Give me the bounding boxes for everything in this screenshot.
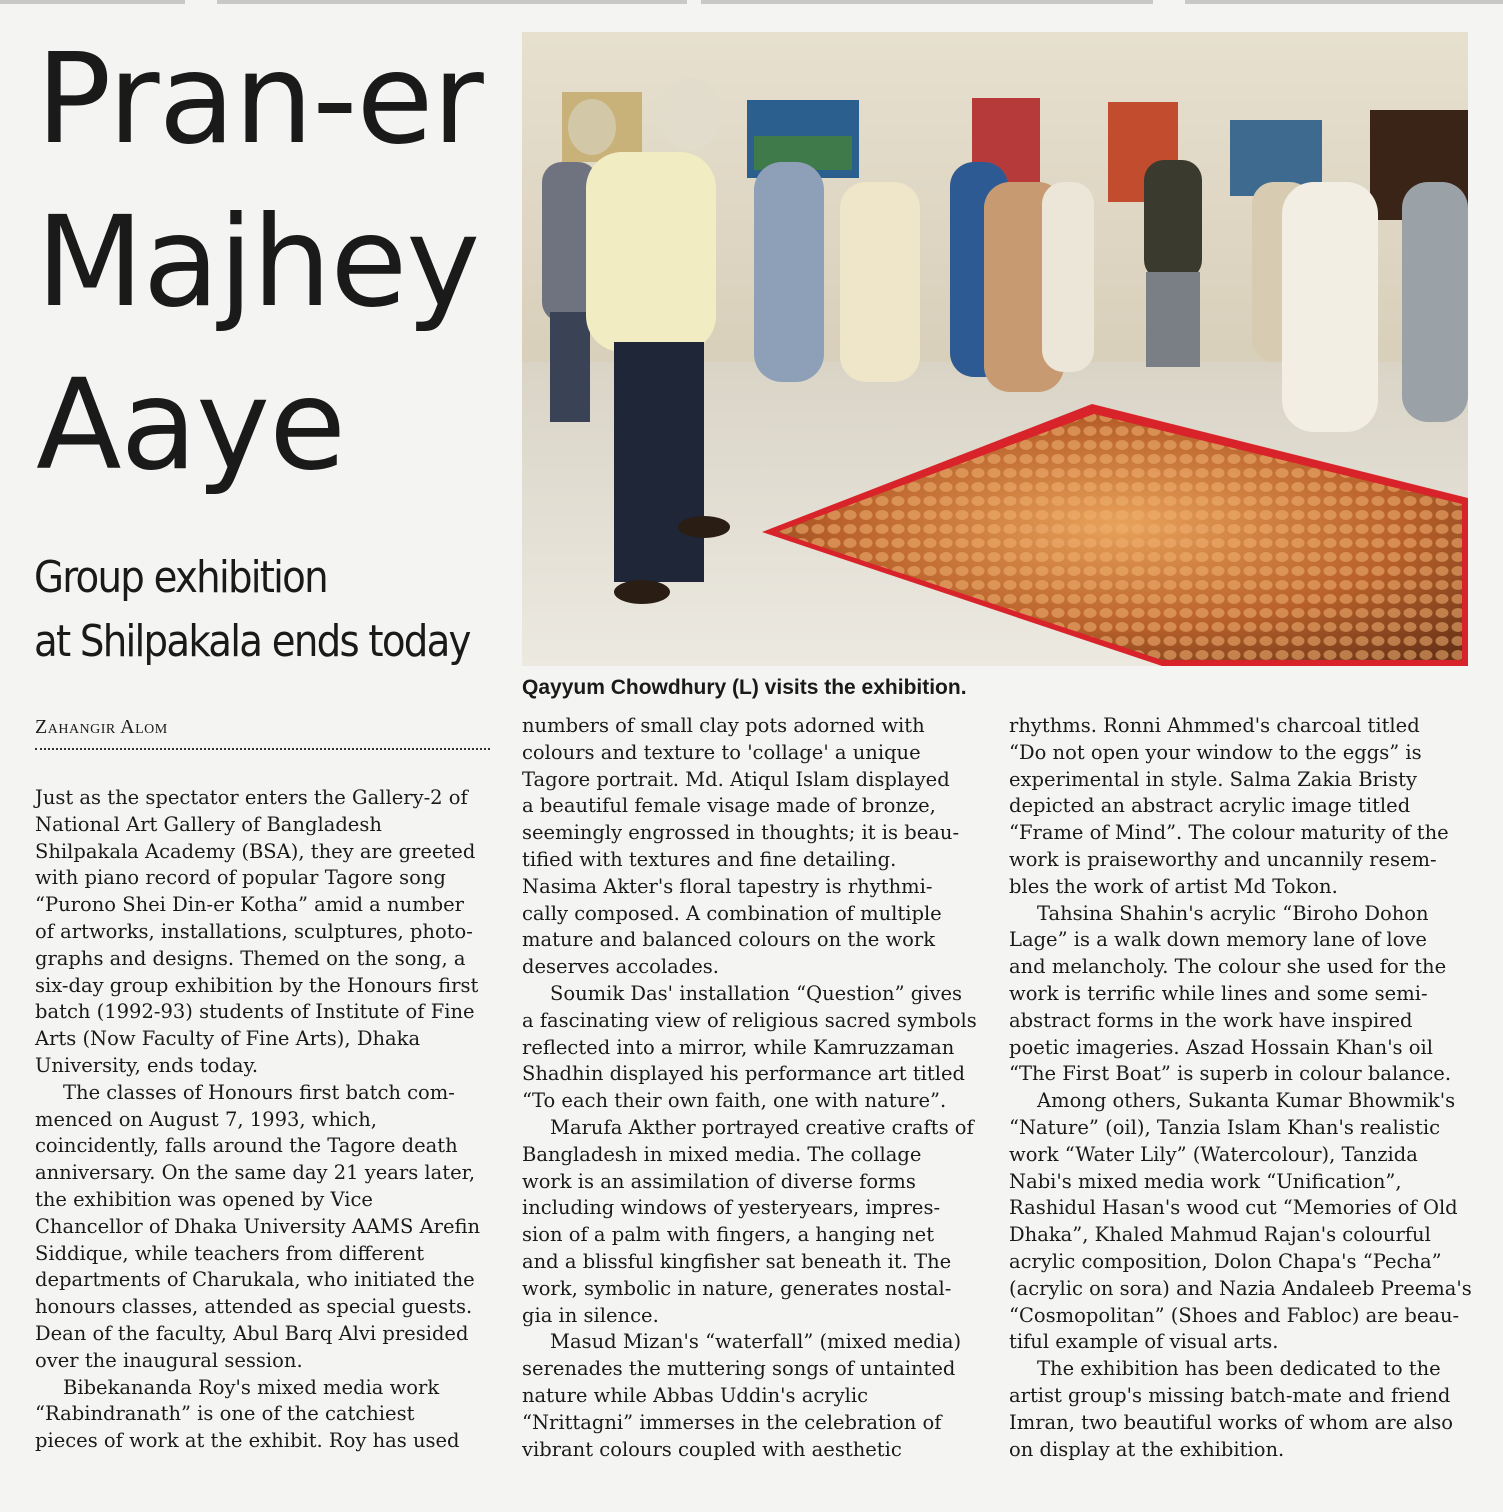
text-line: work, symbolic in nature, generates nostal- <box>522 1276 952 1300</box>
paragraph <box>1009 713 1484 901</box>
text-line: work is terrific while lines and some semi- <box>1009 981 1428 1005</box>
text-line: Lage” is a walk down memory lane of love <box>1009 928 1427 952</box>
paragraph <box>35 785 505 1080</box>
text-line: The classes of Honours first batch com- <box>63 1080 455 1104</box>
text-line: work is an assimilation of diverse forms <box>522 1169 916 1193</box>
paragraph <box>522 1329 992 1463</box>
text-line: sion of a palm with fingers, a hanging net <box>522 1223 935 1247</box>
text-line: coincidently, falls around the Tagore death <box>35 1134 458 1158</box>
text-line: “Rabindranath” is one of the catchiest <box>35 1402 415 1426</box>
text-line: a fascinating view of religious sacred symbols <box>522 1008 977 1032</box>
text-line: Shadhin displayed his performance art titled <box>522 1062 965 1086</box>
text-line: Dhaka”, Khaled Mahmud Rajan's colourful <box>1009 1223 1431 1247</box>
text-line: “Cosmopolitan” (Shoes and Fabloc) are beau- <box>1009 1303 1460 1327</box>
exhibition-photo <box>522 32 1468 666</box>
text-line: tiful example of visual arts. <box>1009 1330 1279 1354</box>
text-line: Bangladesh in mixed media. The collage <box>522 1142 922 1166</box>
text-line: “To each their own faith, one with nature”. <box>522 1089 947 1113</box>
top-rule-3 <box>701 0 1153 4</box>
dotted-divider <box>35 748 490 750</box>
text-line: Shilpakala Academy (BSA), they are greeted <box>35 839 476 863</box>
text-line: cally composed. A combination of multiple <box>522 901 942 925</box>
text-line: serenades the muttering songs of untainted <box>522 1357 956 1381</box>
text-line: reflected into a mirror, while Kamruzzaman <box>522 1035 955 1059</box>
text-line: menced on August 7, 1993, which, <box>35 1107 377 1131</box>
text-line: Soumik Das' installation “Question” gives <box>550 981 963 1005</box>
text-line: work is praiseworthy and uncannily resem- <box>1009 847 1437 871</box>
headline <box>36 18 506 507</box>
text-line: colours and texture to 'collage' a unique <box>522 740 921 764</box>
text-line: deserves accolades. <box>522 955 719 979</box>
subheadline-line: at Shilpakala ends today <box>34 616 470 667</box>
text-line: bles the work of artist Md Tokon. <box>1009 874 1338 898</box>
text-line: of artworks, installations, sculptures, photo- <box>35 919 473 943</box>
text-line: Bibekananda Roy's mixed media work <box>63 1375 440 1399</box>
paragraph <box>1009 1356 1484 1463</box>
text-line: and a blissful kingfisher sat beneath it. The <box>522 1249 952 1273</box>
text-line: Imran, two beautiful works of whom are also <box>1009 1410 1453 1434</box>
text-line: pieces of work at the exhibit. Roy has used <box>35 1429 460 1453</box>
text-line: over the inaugural session. <box>35 1348 303 1372</box>
photo-caption: Qayyum Chowdhury (L) visits the exhibition. <box>522 676 967 699</box>
text-line: on display at the exhibition. <box>1009 1437 1285 1461</box>
text-line: “Nature” (oil), Tanzia Islam Khan's realistic <box>1009 1115 1441 1139</box>
text-line: “Purono Shei Din-er Kotha” amid a number <box>35 893 464 917</box>
text-line: “The First Boat” is superb in colour balance. <box>1009 1062 1452 1086</box>
article-column-1 <box>35 785 505 1455</box>
headline-line: Pran-er <box>36 27 483 172</box>
text-line: numbers of small clay pots adorned with <box>522 714 925 737</box>
text-line: graphs and designs. Themed on the song, a <box>35 946 466 970</box>
text-line: acrylic composition, Dolon Chapa's “Pecha” <box>1009 1249 1442 1273</box>
text-line: six-day group exhibition by the Honours first <box>35 973 479 997</box>
text-line: artist group's missing batch-mate and friend <box>1009 1383 1451 1407</box>
byline: Zahangir Alom <box>35 716 168 738</box>
text-line: seemingly engrossed in thoughts; it is beau- <box>522 821 960 845</box>
text-line: and melancholy. The colour she used for the <box>1009 955 1447 979</box>
top-rule-1 <box>0 0 185 4</box>
text-line: vibrant colours coupled with aesthetic <box>522 1437 902 1461</box>
text-line: “Frame of Mind”. The colour maturity of the <box>1009 821 1449 845</box>
paragraph <box>522 981 992 1115</box>
text-line: batch (1992-93) students of Institute of Fine <box>35 1000 475 1024</box>
paragraph <box>522 1115 992 1329</box>
text-line: a beautiful female visage made of bronze, <box>522 794 936 818</box>
text-line: mature and balanced colours on the work <box>522 928 936 952</box>
text-line: Masud Mizan's “waterfall” (mixed media) <box>550 1330 962 1354</box>
text-line: the exhibition was opened by Vice <box>35 1187 373 1211</box>
text-line: Chancellor of Dhaka University AAMS Arefin <box>35 1214 481 1238</box>
text-line: (acrylic on sora) and Nazia Andaleeb Preema's <box>1009 1276 1472 1300</box>
text-line: The exhibition has been dedicated to the <box>1037 1357 1441 1381</box>
text-line: “Do not open your window to the eggs” is <box>1009 740 1422 764</box>
text-line: with piano record of popular Tagore song <box>35 866 446 890</box>
text-line: honours classes, attended as special guests. <box>35 1295 473 1319</box>
top-rule-2 <box>217 0 687 4</box>
text-line: tified with textures and fine detailing. <box>522 847 897 871</box>
text-line: National Art Gallery of Bangladesh <box>35 812 382 836</box>
article-column-3 <box>1009 713 1484 1463</box>
text-line: University, ends today. <box>35 1053 259 1077</box>
photo-illustration <box>522 32 1468 666</box>
text-line: Tagore portrait. Md. Atiqul Islam displayed <box>522 767 950 791</box>
text-line: Nasima Akter's floral tapestry is rhythmi- <box>522 874 933 898</box>
text-line: Siddique, while teachers from different <box>35 1241 425 1265</box>
text-line: “Nrittagni” immerses in the celebration of <box>522 1410 942 1434</box>
text-line: departments of Charukala, who initiated the <box>35 1268 475 1292</box>
paragraph <box>35 1375 505 1455</box>
paragraph <box>1009 1088 1484 1356</box>
headline-line: Majhey <box>36 190 480 335</box>
text-line: gia in silence. <box>522 1303 659 1327</box>
paragraph <box>522 713 992 981</box>
text-line: Arts (Now Faculty of Fine Arts), Dhaka <box>35 1027 421 1051</box>
text-line: Tahsina Shahin's acrylic “Biroho Dohon <box>1037 901 1429 925</box>
text-line: Dean of the faculty, Abul Barq Alvi presided <box>35 1321 469 1345</box>
text-line: experimental in style. Salma Zakia Bristy <box>1009 767 1417 791</box>
text-line: poetic imageries. Aszad Hossain Khan's oil <box>1009 1035 1433 1059</box>
paragraph <box>35 1080 505 1375</box>
subheadline-line: Group exhibition <box>34 552 327 603</box>
text-line: Among others, Sukanta Kumar Bhowmik's <box>1037 1089 1456 1113</box>
text-line: depicted an abstract acrylic image titled <box>1009 794 1411 818</box>
text-line: Just as the spectator enters the Gallery-2 of <box>35 786 468 809</box>
text-line: work “Water Lily” (Watercolour), Tanzida <box>1009 1142 1418 1166</box>
article-column-2 <box>522 713 992 1463</box>
text-line: anniversary. On the same day 21 years later, <box>35 1161 476 1185</box>
headline-line: Aaye <box>36 353 345 498</box>
text-line: Marufa Akther portrayed creative crafts of <box>550 1115 974 1139</box>
text-line: nature while Abbas Uddin's acrylic <box>522 1383 869 1407</box>
text-line: including windows of yesteryears, impres- <box>522 1196 941 1220</box>
text-line: Rashidul Hasan's wood cut “Memories of Old <box>1009 1196 1458 1220</box>
subheadline <box>34 546 509 674</box>
text-line: Nabi's mixed media work “Unification”, <box>1009 1169 1402 1193</box>
text-line: rhythms. Ronni Ahmmed's charcoal titled <box>1009 714 1420 737</box>
paragraph <box>1009 901 1484 1089</box>
top-rule-4 <box>1185 0 1503 4</box>
text-line: abstract forms in the work have inspired <box>1009 1008 1413 1032</box>
